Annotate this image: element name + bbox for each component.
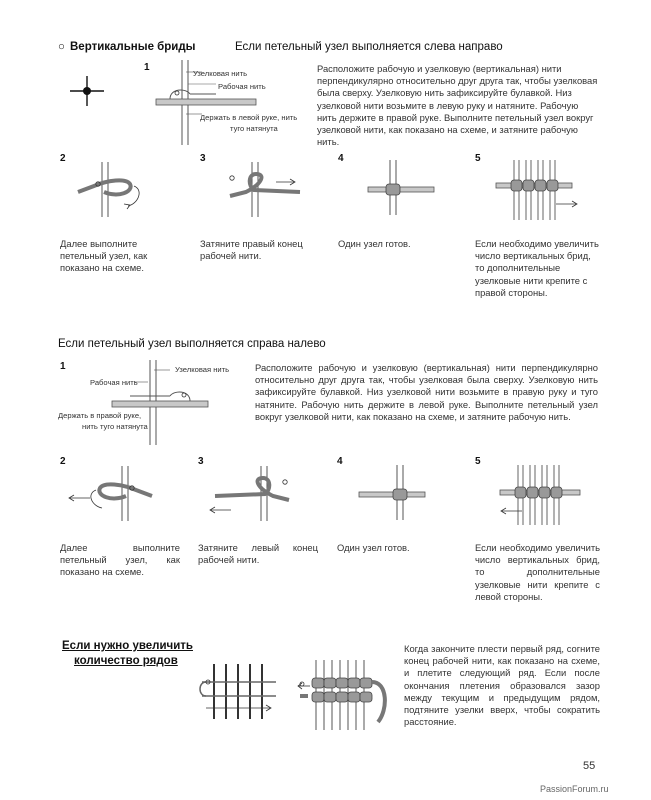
step5-diagram-mirrored xyxy=(496,465,586,525)
step-number: 3 xyxy=(200,153,206,164)
step1-text: Расположите рабочую и узелковую (вертикальная) нити перпендикулярно относительно друг друга так, чтобы узелковая была сверху. Узелковую нить зафиксируйте булавкой. Низ узелковой нити возьмите в правую руку и туго натяните. Рабочую нить держите в левой руке. Выполните петельный узел вокруг узелковой нити, как показано на схеме, и затяните рабочую нить. xyxy=(255,362,598,422)
label-hold-2: туго натянута xyxy=(230,124,278,133)
step3-diagram xyxy=(210,162,310,217)
rows-diagram-1 xyxy=(196,664,281,719)
pin-crosshair-icon xyxy=(70,76,104,106)
label-working-thread: Рабочая нить xyxy=(218,82,266,91)
step-number: 1 xyxy=(144,62,150,73)
step2-text: Далее выполните петельный узел, как показано на схеме. xyxy=(60,238,148,274)
label-hold-2: нить туго натянута xyxy=(82,422,148,431)
step4-diagram-mirrored xyxy=(355,465,435,520)
step5-diagram xyxy=(492,160,582,220)
label-hold-1: Держать в правой руке, xyxy=(58,411,142,420)
label-hold-1: Держать в левой руке, нить xyxy=(200,113,298,122)
section-bullet: ○ xyxy=(58,41,65,53)
label-working-thread: Рабочая нить xyxy=(90,378,138,387)
step-number: 2 xyxy=(60,456,66,467)
label-knot-thread: Узелковая нить xyxy=(193,69,248,78)
section-subtitle-right-to-left: Если петельный узел выполняется справа налево xyxy=(58,338,326,350)
step2-diagram xyxy=(72,162,162,217)
step3-text: Затяните левый конец рабочей нити. xyxy=(198,542,318,566)
step5-text: Если необходимо увеличить число вертикальных брид, то дополнительные узелковые нити крепите с левой стороны. xyxy=(475,542,600,602)
page-number: 55 xyxy=(583,760,596,772)
step2-text: Далее выполните петельный узел, как показано на схеме. xyxy=(60,542,180,578)
step-number: 5 xyxy=(475,153,481,164)
step3-text: Затяните правый конец рабочей нити. xyxy=(200,238,303,262)
rows-diagram-2 xyxy=(296,660,392,730)
rows-title-line1: Если нужно увеличить xyxy=(62,640,193,652)
step3-diagram-mirrored xyxy=(205,466,305,521)
step-number: 4 xyxy=(338,153,344,164)
step-number: 2 xyxy=(60,153,66,164)
step-number: 1 xyxy=(60,361,66,372)
step2-diagram-mirrored xyxy=(68,466,158,521)
step-number: 3 xyxy=(198,456,204,467)
step5-text: Если необходимо увеличить число вертикальных брид, то дополнительные узелковые нити крепите с правой стороны. xyxy=(475,238,599,298)
section-title: Вертикальные бриды xyxy=(70,41,196,53)
step4-text: Один узел готов. xyxy=(338,238,411,249)
section-subtitle-left-to-right: Если петельный узел выполняется слева направо xyxy=(235,41,503,53)
watermark: PassionForum.ru xyxy=(540,784,609,794)
step4-diagram xyxy=(360,160,440,215)
step-number: 5 xyxy=(475,456,481,467)
step1-text: Расположите рабочую и узелковую (вертикальная) нити перпендикулярно относительно друг друга так, чтобы узелковая была сверху. Узелковую нить зафиксируйте булавкой. Низ узелковой нити возьмите в левую руку и натяните. Рабочую нить держите в правой руке. Выполните петельный узел вокруг узелковой нити, как показано на схеме, и затяните рабочую нить. xyxy=(317,63,598,148)
step-number: 4 xyxy=(337,456,343,467)
label-knot-thread: Узелковая нить xyxy=(175,365,230,374)
step4-text: Один узел готов. xyxy=(337,542,410,553)
rows-title-line2: количество рядов xyxy=(74,655,178,667)
rows-text: Когда закончите плести первый ряд, согните конец рабочей нити, как показано на схеме, и плетите следующий ряд. Если после окончания плетения образовался зазор между текущим и предыдущим рядом, подтяните узелки вверх, чтобы сократить расстояние. xyxy=(404,643,600,728)
